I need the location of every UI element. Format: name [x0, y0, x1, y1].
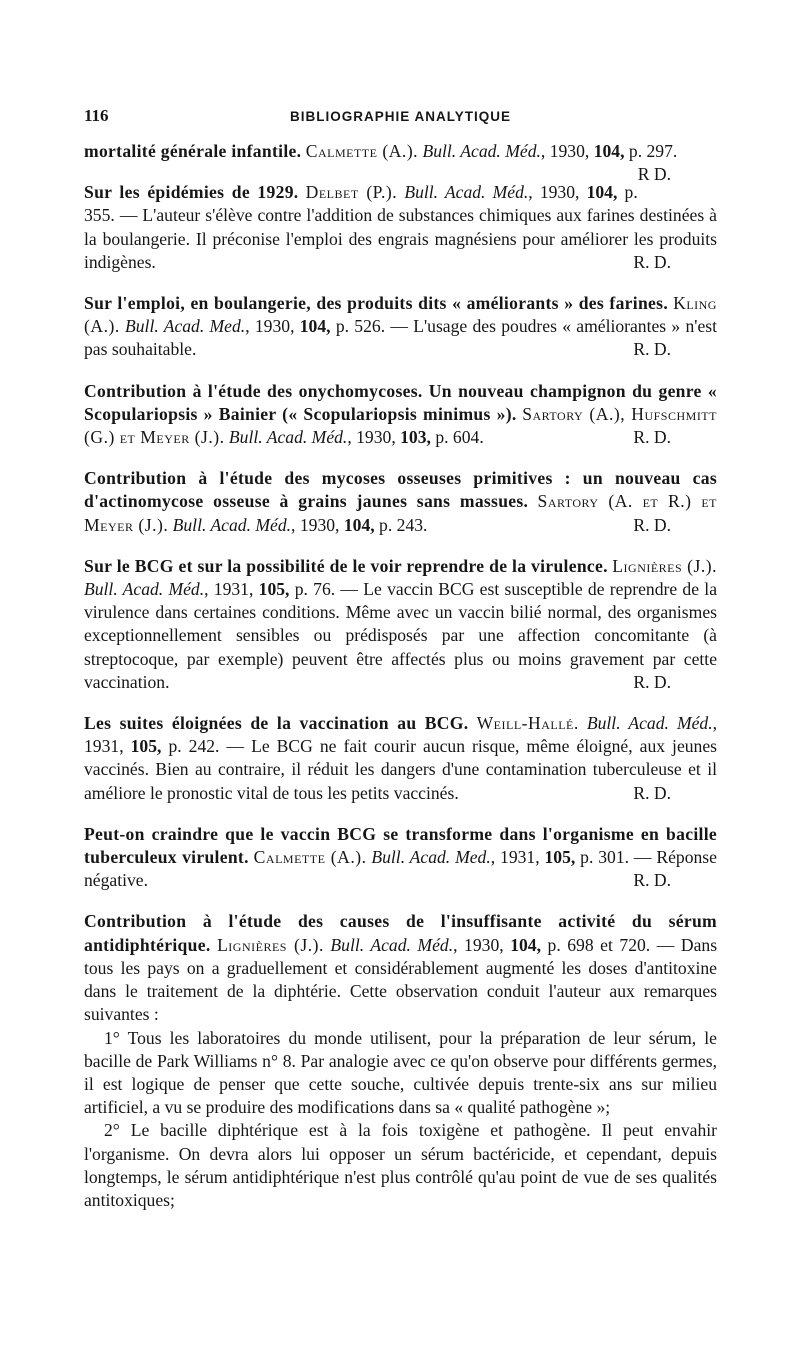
entry-title: Les suites éloignées de la vaccination au BCG.	[84, 713, 469, 734]
entry-year: 1931,	[213, 579, 254, 600]
bibliography-entry: Les suites éloignées de la vaccination au BCG. Weill-Hallé. Bull. Acad. Méd., 1931, 105, p. 242. — Le BCG ne fait courir aucun risque, même éloigné, aux jeunes vaccinés. Bien au contraire, il réduit les dangers d'une contamination tuberculeuse et il améliore le pronostic vital de tous les petits vaccinés. R. D.	[84, 712, 717, 805]
entry-volume: 104,	[299, 316, 331, 337]
bibliography-entry: Contribution à l'étude des mycoses osseuses primitives : un nouveau cas d'actinomycose osseuse à grains jaunes sans massues. Sartory (A. et R.) et Meyer (J.). Bull. Acad. Méd., 1930, 104, p. 243. R. D.	[84, 467, 717, 537]
entry-year: 1930,	[254, 316, 295, 337]
bibliography-entry: Sur le BCG et sur la possibilité de le voir reprendre de la virulence. Lignières (J.). Bull. Acad. Méd., 1931, 105, p. 76. — Le vaccin BCG est susceptible de reprendre de la virulence dans certaines conditions. Même avec un vaccin bilié normal, des organismes exceptionnellement sensibles ou prédisposés par une affection concomitante (à streptocoque, par exemple) peuvent être affectés plus ou moins gravement par cette vaccination. R. D.	[84, 555, 717, 694]
entry-pages: p. 526.	[335, 316, 386, 337]
entry-signature: R. D.	[633, 427, 671, 448]
entry-journal: Bull. Acad. Méd.	[404, 182, 529, 203]
entry-title: Contribution à l'étude des mycoses osseuses primitives : un nouveau cas d'actinomycose osseuse à grains jaunes sans massues.	[84, 468, 717, 512]
entry-year: 1930,	[539, 182, 580, 203]
entry-journal: Bull. Acad. Méd.	[422, 141, 541, 161]
bibliography-entry: Peut-on craindre que le vaccin BCG se transforme dans l'organisme en bacille tuberculeux virulent. Calmette (A.). Bull. Acad. Med., 1931, 105, p. 301. — Réponse négative. R. D.	[84, 823, 717, 893]
entry-authors: Kling (A.).	[84, 293, 717, 337]
entry-volume: 104,	[593, 141, 625, 161]
entry-title: Sur le BCG et sur la possibilité de le voir reprendre de la virulence.	[84, 555, 608, 576]
entry-year: 1930,	[356, 427, 396, 448]
entry-summary: — Dans tous les pays on a graduellement et considérablement augmenté les doses d'antitoxine dans le traitement de la diphtérie. Cette observation conduit l'auteur aux remarques suivantes :	[84, 934, 718, 1025]
entry-journal: Bull. Acad. Méd.	[172, 514, 292, 535]
entry-pages: p. 698 et 720.	[547, 934, 651, 955]
entry-authors: Calmette (A.).	[253, 847, 367, 868]
bibliography-entry: Sur les épidémies de 1929. Delbet (P.). Bull. Acad. Méd., 1930, 104, p. 355. — L'auteur s'élève contre l'addition de substances chimiques aux farines destinées à la boulangerie. Il préconise l'emploi des engrais magnésiens pour améliorer les produits indigènes. R. D.	[84, 181, 717, 274]
entry-year: 1930,	[549, 141, 590, 161]
entry-authors: Lignières (J.).	[612, 555, 717, 576]
entry-summary: — Le vaccin BCG est susceptible de reprendre de la virulence dans certaines conditions. Même avec un vaccin bilié normal, des organismes exceptionnellement sensibles ou prédisposés par une affection concomitante (à streptocoque, par exemple) peuvent être affectés plus ou moins gravement par cette vaccination.	[84, 579, 717, 692]
entry-year: 1930,	[464, 934, 504, 955]
entry-authors: Lignières (J.).	[217, 934, 324, 955]
entry-signature: R. D.	[633, 339, 671, 360]
entry-authors: Calmette (A.).	[305, 141, 419, 161]
entry-authors: Delbet (P.).	[305, 182, 398, 203]
entry-signature: R. D.	[633, 514, 671, 535]
entry-journal: Bull. Acad. Méd.	[586, 713, 713, 734]
entry-title: Sur l'emploi, en boulangerie, des produits dits « améliorants » des farines.	[84, 293, 669, 314]
entry-pages: p. 301.	[580, 847, 630, 868]
bibliography-entry: Contribution à l'étude des onychomycoses. Un nouveau champignon du genre « Scopulariopsis » Bainier (« Scopulariopsis minimus »). Sartory (A.), Hufschmitt (G.) et Meyer (J.). Bull. Acad. Méd., 1930, 103, p. 604. R. D.	[84, 380, 717, 450]
entry-signature: R. D.	[633, 671, 671, 692]
entry-title: Contribution à l'étude des causes de l'insuffisante activité du sérum antidiphtérique.	[84, 911, 717, 955]
entry-summary: — L'auteur s'élève contre l'addition de substances chimiques aux farines destinées à la boulangerie. Il préconise l'emploi des engrais magnésiens pour améliorer les produits indigènes.	[84, 205, 717, 272]
entry-summary: — Réponse négative.	[84, 847, 717, 891]
body-paragraph: 2° Le bacille diphtérique est à la fois toxigène et pathogène. Il peut envahir l'organisme. On devra alors lui opposer un sérum bactéricide, et cependant, depuis longtemps, le sérum antidiphtérique n'est plus contrôlé qu'au point de vue de ses qualités antitoxiques;	[84, 1120, 717, 1210]
bibliography-entry: Contribution à l'étude des causes de l'insuffisante activité du sérum antidiphtérique. Lignières (J.). Bull. Acad. Méd., 1930, 104, p. 698 et 720. — Dans tous les pays on a graduellement et considérablement augmenté les doses d'antitoxine dans le traitement de la diphtérie. Cette observation conduit l'auteur aux remarques suivantes : 1° Tous les laboratoires du monde utilisent, pour la préparation de leur sérum, le bacille de Park Williams n° 8. Par analogie avec ce qu'on observe pour différents germes, il est logique de penser que cette souche, cultivée depuis trente-six ans sur milieu artificiel, a vu se produire des modifications dans sa « qualité pathogène »; 2° Le bacille diphtérique est à la fois toxigène et pathogène. Il peut envahir l'organisme. On devra alors lui opposer un sérum bactéricide, et cependant, depuis longtemps, le sérum antidiphtérique n'est plus contrôlé qu'au point de vue de ses qualités antitoxiques;	[84, 910, 717, 1212]
page-header	[84, 104, 717, 130]
entry-pages: p. 604.	[435, 427, 484, 448]
entry-journal: Bull. Acad. Med.	[371, 847, 491, 868]
entry-pages: p. 76.	[294, 579, 336, 600]
entry-authors: Sartory (A. et R.) et Meyer (J.).	[84, 491, 717, 535]
entry-pages: p. 297.	[628, 141, 678, 161]
entry-pages: p. 243.	[379, 514, 428, 535]
entry-volume: 104,	[343, 514, 375, 535]
entry-journal: Bull. Acad. Méd.	[84, 579, 205, 600]
bibliography-entry: mortalité générale infantile. Calmette (A.). Bull. Acad. Méd., 1930, 104, p. 297. R D.	[84, 140, 717, 163]
entry-authors: Weill-Hallé.	[476, 713, 579, 734]
entry-signature: R D.	[637, 164, 671, 185]
entry-volume: 105,	[258, 579, 290, 600]
entry-pages: p. 355.	[84, 182, 638, 226]
entry-authors: Sartory (A.), Hufschmitt (G.) et Meyer (J.).	[84, 403, 717, 448]
entry-journal: Bull. Acad. Med.	[125, 316, 246, 337]
entry-volume: 104,	[510, 934, 541, 955]
entry-summary: — L'usage des poudres « améliorantes » n'est pas souhaitable.	[84, 316, 718, 360]
entry-signature: R. D.	[633, 782, 671, 803]
entry-signature: R. D.	[633, 870, 671, 891]
entry-title: Sur les épidémies de 1929.	[84, 182, 299, 203]
page-number: 116	[84, 106, 109, 125]
entry-year: 1930,	[299, 514, 340, 535]
entry-year: 1931,	[500, 847, 540, 868]
entry-volume: 104,	[586, 182, 618, 203]
entry-volume: 105,	[544, 847, 576, 868]
entry-volume: 105,	[130, 736, 162, 757]
entry-year: 1931,	[84, 736, 124, 757]
entry-volume: 103,	[400, 427, 431, 448]
entry-summary: — Le BCG ne fait courir aucun risque, même éloigné, aux jeunes vaccinés. Bien au contraire, il réduit les dangers d'une contamination tuberculeuse et il améliore le pronostic vital de tous les petits vaccinés.	[84, 736, 718, 803]
entry-signature: R. D.	[633, 251, 671, 272]
running-title: BIBLIOGRAPHIE ANALYTIQUE	[289, 109, 511, 124]
entry-journal: Bull. Acad. Méd.	[228, 427, 348, 448]
entry-title: Peut-on craindre que le vaccin BCG se transforme dans l'organisme en bacille tuberculeux virulent.	[84, 823, 717, 868]
entry-pages: p. 242.	[168, 736, 220, 757]
entry-journal: Bull. Acad. Méd.	[330, 934, 454, 955]
entry-title: mortalité générale infantile.	[84, 141, 302, 161]
body-paragraph: 1° Tous les laboratoires du monde utilisent, pour la préparation de leur sérum, le bacille de Park Williams n° 8. Par analogie avec ce qu'on observe pour différents germes, il est logique de penser que cette souche, cultivée depuis trente-six ans sur milieu artificiel, a vu se produire des modifications dans sa « qualité pathogène »;	[84, 1027, 717, 1118]
entry-title: Contribution à l'étude des onychomycoses. Un nouveau champignon du genre « Scopulariopsis » Bainier (« Scopulariopsis minimus »).	[84, 380, 717, 424]
bibliography-entry: Sur l'emploi, en boulangerie, des produits dits « améliorants » des farines. Kling (A.). Bull. Acad. Med., 1930, 104, p. 526. — L'usage des poudres « améliorantes » n'est pas souhaitable. R. D.	[84, 292, 717, 362]
